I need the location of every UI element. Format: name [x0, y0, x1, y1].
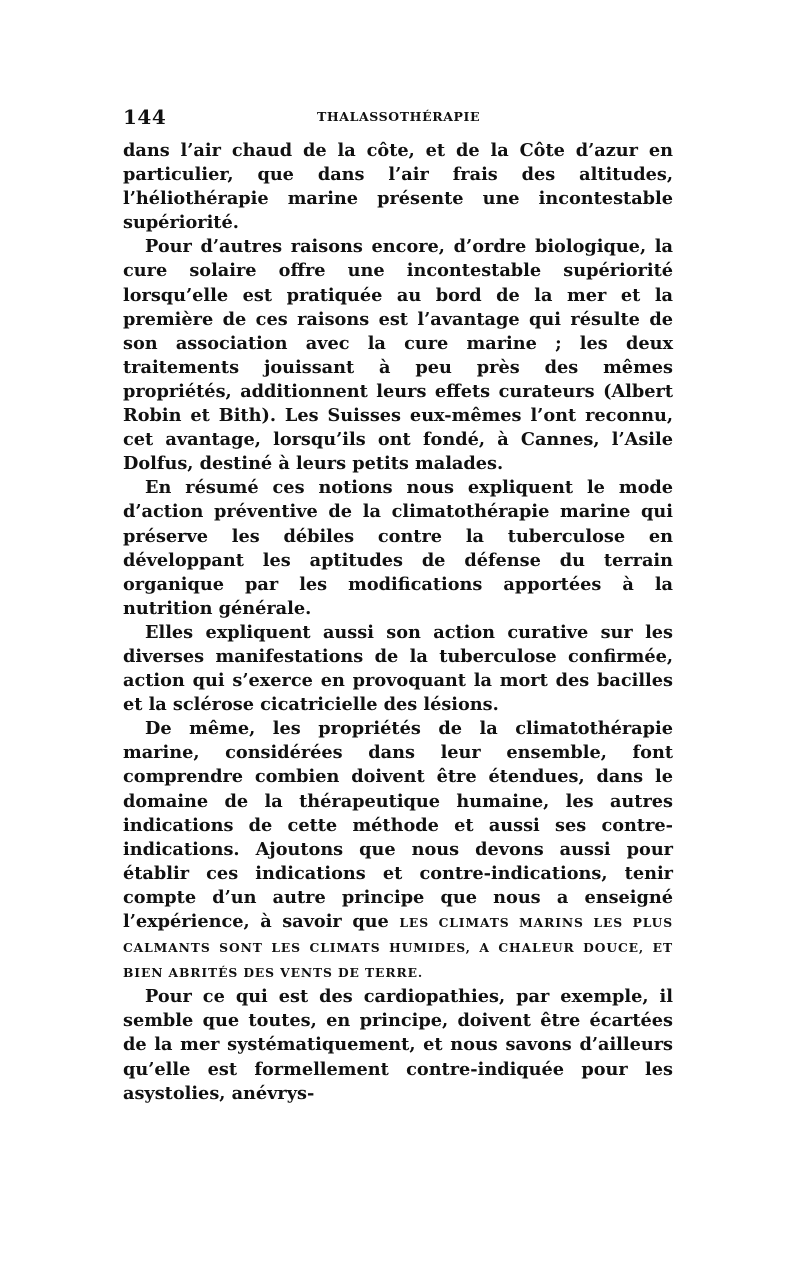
paragraph-6: Pour ce qui est des cardiopathies, par exemple, il semble que toutes, en principe, doivent être écartées de la mer systématiquement, et nous savons d’ailleurs qu’elle est formellement contre-indiquée pour les asystolies, anévrys- — [123, 986, 673, 1104]
paragraph-4: Elles expliquent aussi son action curative sur les diverses manifestations de la tuberculose confirmée, action qui s’exerce en provoquant la mort des bacilles et la sclérose cicatricielle des lésions. — [123, 621, 673, 716]
book-page — [123, 105, 673, 1106]
paragraph-5-smallcaps-principle: LES CLIMATS MARINS LES PLUS CALMANTS SONT LES CLIMATS HUMIDES, A CHALEUR DOUCE, ET BIEN ABRITÉS DES VENTS DE TERRE. — [123, 915, 673, 981]
paragraph-1: dans l’air chaud de la côte, et de la Côte d’azur en particulier, que dans l’air frais des altitudes, l’héliothérapie marine présente une incontestable supériorité. — [123, 140, 673, 234]
running-head — [123, 105, 673, 139]
body-text — [123, 139, 673, 1106]
page-number: 144 — [123, 105, 167, 129]
paragraph-5-text: De même, les propriétés de la climatothérapie marine, considérées dans leur ensemble, font comprendre combien doivent être étendues, dans le domaine de la thérapeutique humaine, les autres indications de cette méthode et aussi ses contre-indications. Ajoutons que nous devons aussi pour établir ces indications et contre-indications, tenir compte d’un autre principe que nous a enseigné l’expérience, à savoir que — [123, 718, 673, 932]
paragraph-5 — [123, 717, 673, 985]
paragraph-3: En résumé ces notions nous expliquent le mode d’action préventive de la climatothérapie marine qui préserve les débiles contre la tuberculose en développant les aptitudes de défense du terrain organique par les modifications apportées à la nutrition générale. — [123, 477, 673, 619]
running-title: THALASSOTHÉRAPIE — [317, 109, 481, 124]
paragraph-2: Pour d’autres raisons encore, d’ordre biologique, la cure solaire offre une incontestable supériorité lorsqu’elle est pratiquée au bord de la mer et la première de ces raisons est l’avantage qui résulte de son association avec la cure marine ; les deux traitements jouissant à peu près des mêmes propriétés, additionnent leurs effets curateurs (Albert Robin et Bith). Les Suisses eux-mêmes l’ont reconnu, cet avantage, lorsqu’ils ont fondé, à Cannes, l’Asile Dolfus, destiné à leurs petits malades. — [123, 236, 673, 475]
